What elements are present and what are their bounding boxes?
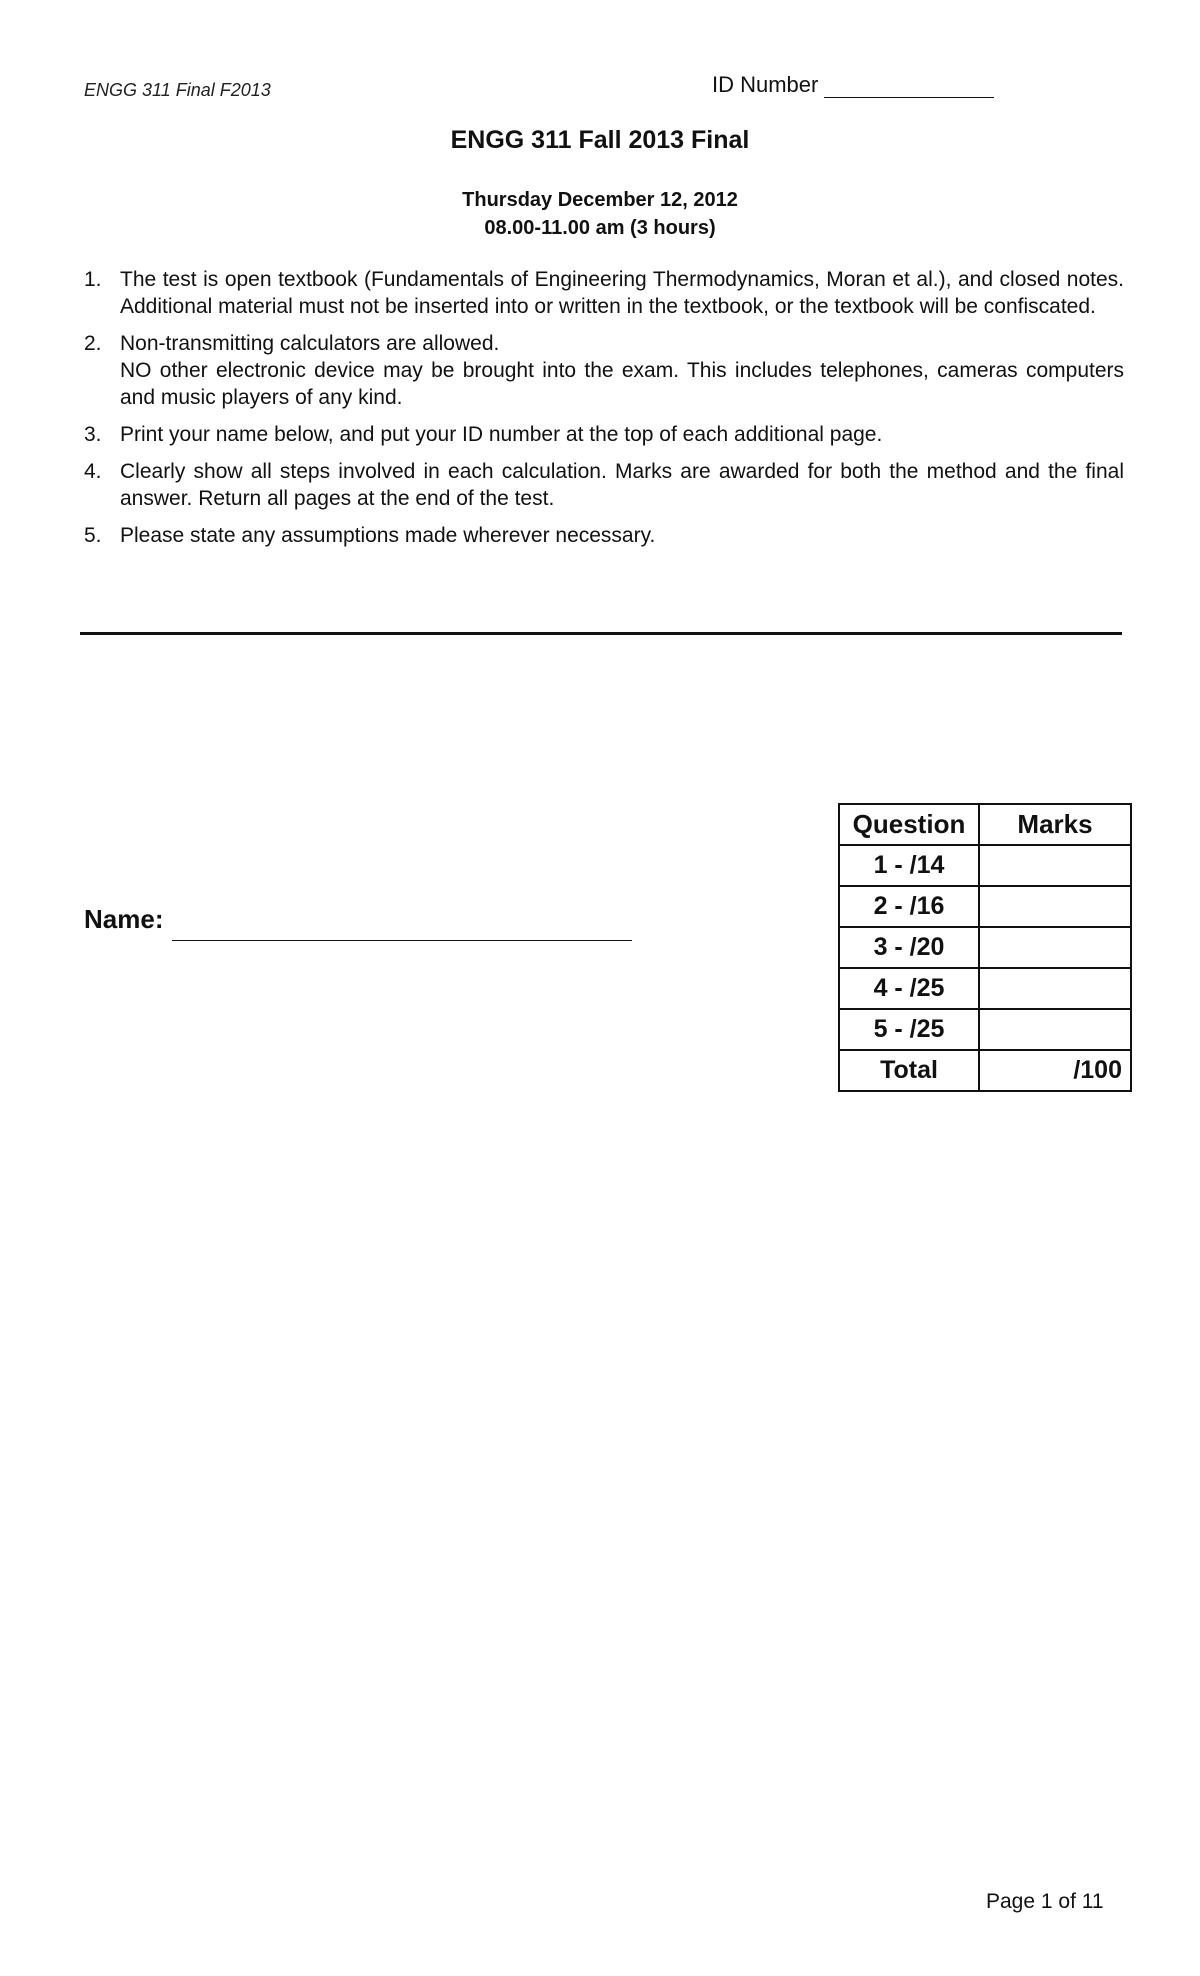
- exam-date: Thursday December 12, 2012: [462, 189, 738, 211]
- instruction-item: [84, 330, 1124, 411]
- table-row: [839, 845, 1131, 886]
- page-number: Page 1 of 11: [986, 1890, 1104, 1913]
- question-cell: 5 - /25: [839, 1009, 979, 1050]
- instruction-line: NO other electronic device may be brought into the exam. This includes telephones, cameras computers and music players of any kind.: [120, 359, 1124, 409]
- marks-cell[interactable]: [979, 886, 1131, 927]
- name-label: Name:: [84, 904, 164, 934]
- marks-cell[interactable]: [979, 1009, 1131, 1050]
- id-number-label: ID Number: [712, 72, 819, 97]
- id-number-blank[interactable]: [824, 75, 994, 98]
- exam-time: 08.00-11.00 am (3 hours): [484, 217, 716, 239]
- instruction-line: The test is open textbook (Fundamentals of Engineering Thermodynamics, Moran et al.), and closed notes. Additional material must not be inserted into or written in the textbook, or the textbook will be confiscated.: [120, 268, 1124, 318]
- instruction-text: [120, 266, 1124, 320]
- column-header-marks: Marks: [979, 804, 1131, 845]
- marks-cell[interactable]: [979, 968, 1131, 1009]
- table-row: [839, 927, 1131, 968]
- table-row: [839, 886, 1131, 927]
- instruction-item: [84, 266, 1124, 320]
- id-number-field: [712, 72, 994, 98]
- instruction-item: [84, 522, 1124, 549]
- question-cell: 4 - /25: [839, 968, 979, 1009]
- total-row: [839, 1050, 1131, 1091]
- exam-title: ENGG 311 Fall 2013 Final: [450, 126, 750, 154]
- instruction-line: Non-transmitting calculators are allowed.: [120, 332, 500, 355]
- course-code-header: ENGG 311 Final F2013: [84, 80, 271, 100]
- total-label-cell: Total: [839, 1050, 979, 1091]
- marks-table: [838, 803, 1132, 1092]
- marks-cell[interactable]: [979, 927, 1131, 968]
- question-cell: 1 - /14: [839, 845, 979, 886]
- instruction-number: 5.: [84, 524, 102, 547]
- instruction-text: [120, 421, 1124, 448]
- exam-instructions: [84, 266, 1124, 559]
- instruction-text: [120, 522, 1124, 549]
- table-row: [839, 968, 1131, 1009]
- table-row: [839, 1009, 1131, 1050]
- instruction-number: 2.: [84, 332, 102, 355]
- instruction-item: [84, 458, 1124, 512]
- exam-schedule: [0, 186, 1200, 242]
- marks-cell[interactable]: [979, 845, 1131, 886]
- instruction-line: Please state any assumptions made wherever necessary.: [120, 524, 656, 547]
- instruction-text: [120, 458, 1124, 512]
- name-field-blank[interactable]: [172, 940, 632, 941]
- question-cell: 3 - /20: [839, 927, 979, 968]
- instruction-number: 1.: [84, 268, 102, 291]
- section-divider: [80, 632, 1122, 635]
- marks-table-header-row: [839, 804, 1131, 845]
- instruction-line: Clearly show all steps involved in each calculation. Marks are awarded for both the method and the final answer. Return all pages at the end of the test.: [120, 460, 1124, 510]
- instruction-item: [84, 421, 1124, 448]
- question-cell: 2 - /16: [839, 886, 979, 927]
- instruction-text: [120, 330, 1124, 411]
- instruction-number: 4.: [84, 460, 102, 483]
- instruction-line: Print your name below, and put your ID number at the top of each additional page.: [120, 423, 883, 446]
- total-marks-cell[interactable]: /100: [979, 1050, 1131, 1091]
- instruction-number: 3.: [84, 423, 102, 446]
- column-header-question: Question: [839, 804, 979, 845]
